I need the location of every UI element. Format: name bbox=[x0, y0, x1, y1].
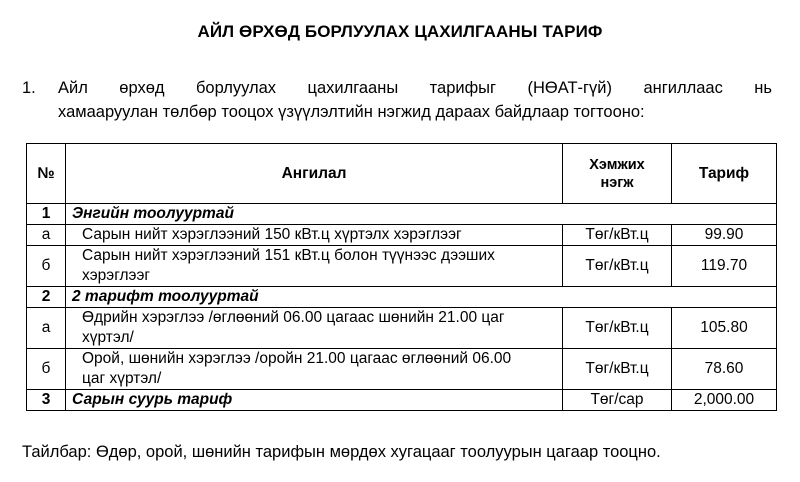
header-number: № bbox=[27, 144, 66, 204]
row-tariff: 78.60 bbox=[672, 349, 777, 390]
table-row bbox=[27, 349, 777, 390]
group-label: Энгийн тоолууртай bbox=[66, 204, 777, 225]
row-unit: Төг/кВт.ц bbox=[563, 308, 672, 349]
header-tariff: Тариф bbox=[672, 144, 777, 204]
group-label: 2 тарифт тоолууртай bbox=[66, 287, 777, 308]
row-tariff: 105.80 bbox=[672, 308, 777, 349]
intro-line-2: хамааруулан төлбөр тооцох үзүүлэлтийн нэгжид дараах байдлаар тогтооно: bbox=[58, 103, 645, 121]
row-unit: Төг/кВт.ц bbox=[563, 246, 672, 287]
page-title: АЙЛ ӨРХӨД БОРЛУУЛАХ ЦАХИЛГААНЫ ТАРИФ bbox=[197, 22, 603, 41]
group-number: 3 bbox=[27, 390, 66, 411]
row-number: а bbox=[27, 308, 66, 349]
group-number: 1 bbox=[27, 204, 66, 225]
row-description: Сарын нийт хэрэглээний 151 кВт.ц болон түүнээс дээших хэрэглээг bbox=[66, 246, 563, 287]
header-category: Ангилал bbox=[66, 144, 563, 204]
group-label: Сарын суурь тариф bbox=[66, 390, 563, 411]
header-unit-line1: Хэмжих bbox=[589, 156, 645, 173]
table-row bbox=[27, 390, 777, 411]
tariff-table bbox=[26, 143, 777, 411]
table-row bbox=[27, 204, 777, 225]
row-description: Сарын нийт хэрэглээний 150 кВт.ц хүртэлх хэрэглээг bbox=[66, 225, 563, 246]
header-unit bbox=[563, 144, 672, 204]
group-number: 2 bbox=[27, 287, 66, 308]
row-number: б bbox=[27, 246, 66, 287]
row-tariff: 2,000.00 bbox=[672, 390, 777, 411]
row-unit: Төг/кВт.ц bbox=[563, 225, 672, 246]
row-description: Орой, шөнийн хэрэглээ /оройн 21.00 цагаас өглөөний 06.00 цаг хүртэл/ bbox=[66, 349, 563, 390]
header-unit-line2: нэгж bbox=[600, 174, 634, 191]
row-number: а bbox=[27, 225, 66, 246]
row-description: Өдрийн хэрэглээ /өглөөний 06.00 цагаас шөнийн 21.00 цаг хүртэл/ bbox=[66, 308, 563, 349]
row-tariff: 119.70 bbox=[672, 246, 777, 287]
table-header-row bbox=[27, 144, 777, 204]
footnote: Тайлбар: Өдөр, орой, шөнийн тарифын мөрдөх хугацааг тоолуурын цагаар тооцно. bbox=[22, 443, 661, 461]
table-row bbox=[27, 225, 777, 246]
row-number: б bbox=[27, 349, 66, 390]
table-row bbox=[27, 308, 777, 349]
intro-number: 1. bbox=[22, 79, 36, 97]
row-tariff: 99.90 bbox=[672, 225, 777, 246]
intro-line-1: Айл өрхөд борлуулах цахилгааны тарифыг (НӨАТ-гүй) ангиллаас нь bbox=[58, 79, 772, 97]
table-row bbox=[27, 287, 777, 308]
row-unit: Төг/кВт.ц bbox=[563, 349, 672, 390]
table-row bbox=[27, 246, 777, 287]
row-unit: Төг/сар bbox=[563, 390, 672, 411]
